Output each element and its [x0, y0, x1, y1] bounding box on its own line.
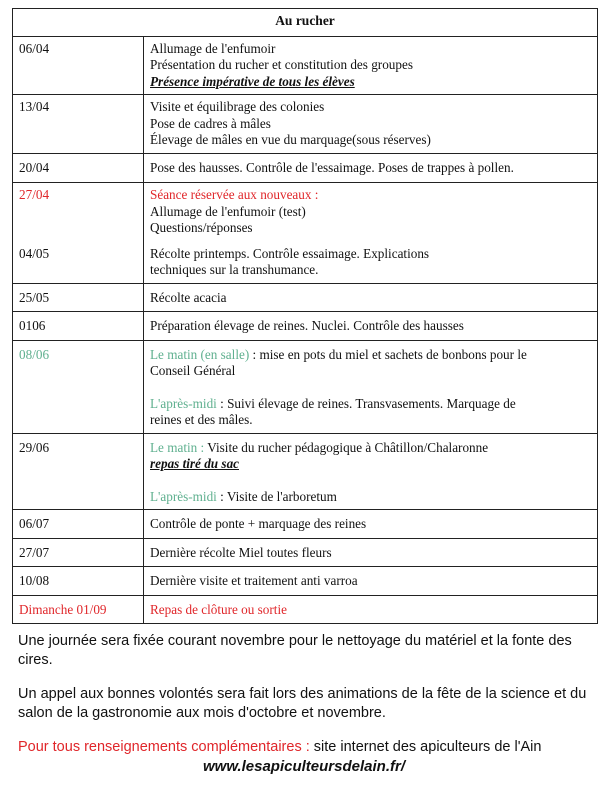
row-date: 06/04 [13, 36, 144, 95]
table-title: Au rucher [13, 9, 598, 37]
row-description [144, 36, 598, 95]
row-date: Dimanche 01/09 [13, 595, 144, 624]
row-description [144, 538, 598, 567]
activity-line: techniques sur la transhumance. [150, 262, 319, 277]
activity-line: Présentation du rucher et constitution des groupes [150, 57, 413, 72]
table-row [13, 95, 598, 154]
info-note [18, 738, 590, 757]
activity-line [150, 489, 591, 506]
row-description [144, 95, 598, 154]
row-description [144, 340, 598, 433]
info-text: site internet des apiculteurs de l'Ain [309, 739, 542, 755]
table-row [13, 36, 598, 95]
row-description [144, 510, 598, 539]
row-date: 06/07 [13, 510, 144, 539]
activity-line [150, 347, 591, 364]
volunteers-call-note: Un appel aux bonnes volontés sera fait lors des animations de la fête de la science et du salon de la gastronomie aux mois d'octobre et novembre. [18, 686, 587, 721]
table-row [13, 595, 598, 624]
activity-line: Questions/réponses [150, 220, 253, 235]
activity-line: Dernière visite et traitement anti varroa [150, 573, 358, 588]
cleaning-day-note: Une journée sera fixée courant novembre pour le nettoyage du matériel et la fonte des cires. [18, 633, 572, 668]
spacer [19, 204, 137, 246]
morning-label: Le matin : [150, 439, 205, 455]
row-date-cell [13, 183, 144, 284]
row-date: 0106 [13, 312, 144, 341]
activity-line: Préparation élevage de reines. Nuclei. Contrôle des hausses [150, 318, 464, 333]
row-date: 25/05 [13, 283, 144, 312]
row-date: 27/07 [13, 538, 144, 567]
activity-line: Visite et équilibrage des colonies [150, 99, 325, 114]
table-row [13, 183, 598, 284]
activity-line: Repas de clôture ou sortie [150, 601, 287, 617]
row-description [144, 312, 598, 341]
activity-line: reines et des mâles. [150, 412, 253, 427]
row-date: 08/06 [13, 340, 144, 433]
row-date-secondary: 04/05 [19, 245, 50, 261]
row-description [144, 433, 598, 510]
table-row [13, 283, 598, 312]
activity-line: Allumage de l'enfumoir [150, 40, 276, 56]
activity-line: Contrôle de ponte + marquage des reines [150, 516, 367, 531]
table-row [13, 433, 598, 510]
row-description [144, 183, 598, 284]
row-date: 10/08 [13, 567, 144, 596]
activity-line [150, 440, 591, 457]
table-row [13, 510, 598, 539]
activity-line: Pose des hausses. Contrôle de l'essaimage. Poses de trappes à pollen. [150, 159, 514, 175]
row-description [144, 153, 598, 183]
activity-line: Élevage de mâles en vue du marquage(sous réserves) [150, 132, 431, 147]
row-description [144, 283, 598, 312]
activity-line: Récolte printemps. Contrôle essaimage. Explications [150, 245, 430, 261]
row-date: 29/06 [13, 433, 144, 510]
activity-line: Dernière récolte Miel toutes fleurs [150, 544, 332, 560]
morning-label: Le matin (en salle) [150, 346, 250, 362]
activity-text: : Visite de l'arboretum [216, 488, 337, 504]
activity-line: Conseil Général [150, 363, 236, 378]
afternoon-label: L'après-midi [150, 395, 217, 411]
activity-line: Récolte acacia [150, 289, 227, 305]
activity-line [150, 396, 591, 413]
packed-lunch-notice: repas tiré du sac [150, 456, 240, 471]
row-date: 27/04 [19, 187, 50, 202]
notes-section [18, 632, 590, 776]
row-date: 20/04 [13, 153, 144, 183]
table-row [13, 340, 598, 433]
spacer [150, 473, 591, 489]
activity-line: Allumage de l'enfumoir (test) [150, 203, 306, 219]
table-header-row [13, 9, 598, 37]
new-members-session-label: Séance réservée aux nouveaux : [150, 187, 319, 202]
afternoon-label: L'après-midi [150, 488, 217, 504]
table-row [13, 538, 598, 567]
row-description [144, 567, 598, 596]
website-link[interactable]: www.lesapiculteursdelain.fr/ [202, 758, 405, 775]
activity-text: : mise en pots du miel et sachets de bonbons pour le [249, 346, 527, 362]
activity-text: Visite du rucher pédagogique à Châtillon/Chalaronne [204, 439, 489, 455]
table-row [13, 567, 598, 596]
mandatory-notice: Présence impérative de tous les élèves [150, 73, 355, 89]
row-description [144, 595, 598, 624]
table-row [13, 153, 598, 183]
table-row [13, 312, 598, 341]
spacer [150, 380, 591, 396]
activity-line: Pose de cadres à mâles [150, 115, 271, 131]
schedule-table [12, 8, 598, 624]
activity-text: : Suivi élevage de reines. Transvasements. Marquage de [216, 395, 516, 411]
info-label: Pour tous renseignements complémentaires : [18, 739, 310, 755]
spacer [150, 237, 591, 246]
row-date: 13/04 [13, 95, 144, 154]
